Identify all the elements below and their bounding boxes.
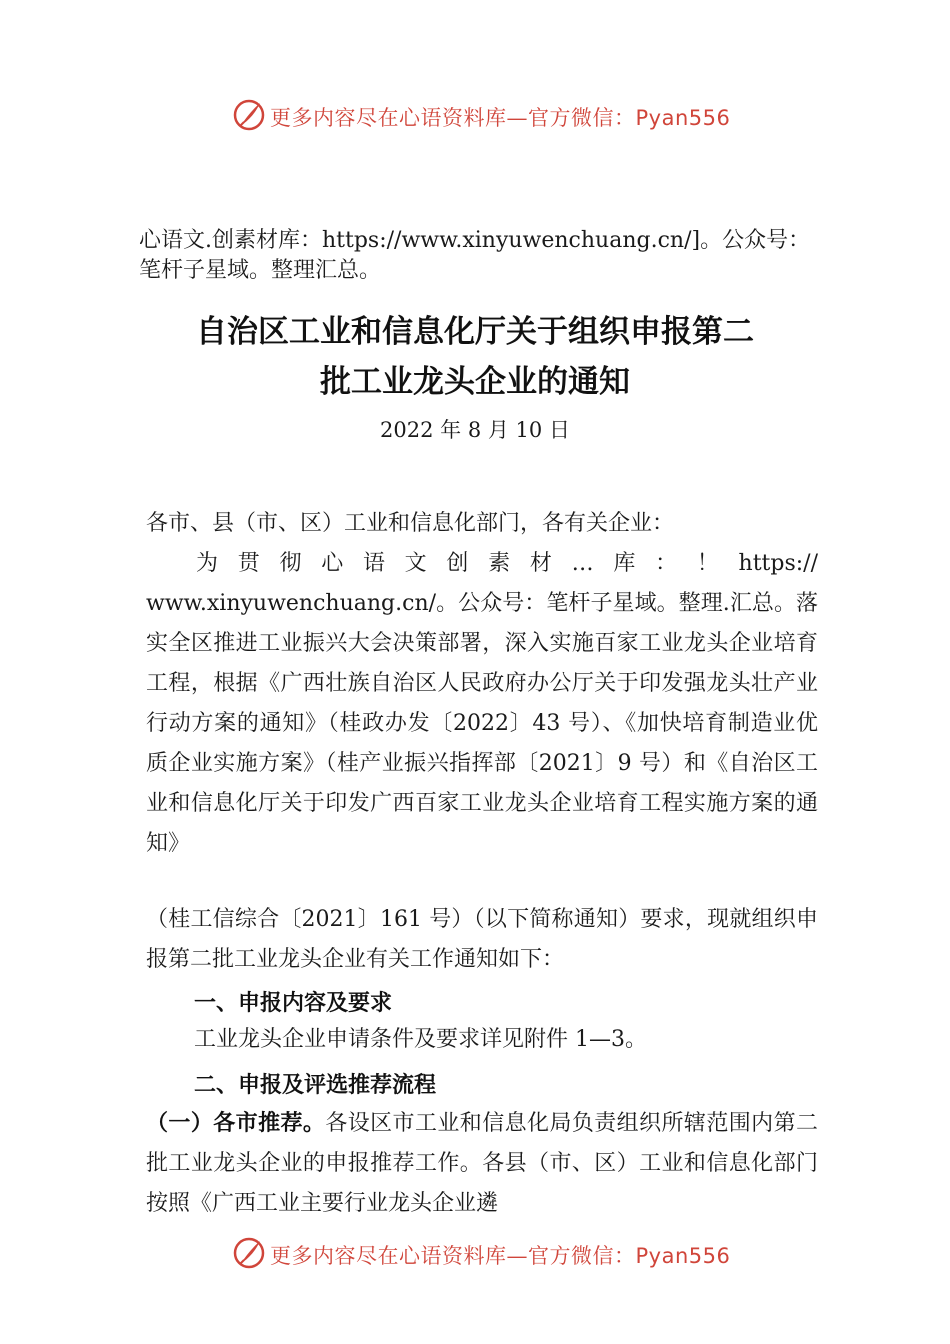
body-first-line-word: 素 — [488, 551, 511, 576]
source-note: 心语文.创素材库：https://www.xinyuwenchuang.cn/]。公众号：笔杆子星域。整理汇总。 — [139, 228, 811, 283]
section-2-paragraph — [146, 1104, 818, 1224]
banner-separator: — — [506, 106, 528, 130]
body-continued-paragraph: （桂工信综合〔2021〕161 号）（以下简称通知）要求，现就组织申报第二批工业龙头企业有关工作通知如下： — [146, 907, 818, 972]
body-main-text: www.xinyuwenchuang.cn/。公众号：笔杆子星域。整理.汇总。落实全区推进工业振兴大会决策部署，深入实施百家工业龙头企业培育工程，根据《广西壮族自治区人民政府办公厅关于印发强龙头壮产业行动方案的通知》（桂政办发〔2022〕43 号）、《加快培育制造业优质企业实施方案》（桂产业振兴指挥部〔2021〕9 号）和《自治区工业和信息化厅关于印发广西百家工业龙头企业培育工程实施方案的通知》 — [146, 591, 818, 856]
section-1-heading: 一、申报内容及要求 — [194, 991, 393, 1016]
body-first-line-word: 彻 — [279, 551, 302, 576]
body-first-line-word: ： — [655, 551, 678, 576]
banner-text — [270, 102, 730, 132]
body-first-line-word: 语 — [362, 551, 385, 576]
body-first-line-word: 库 — [613, 551, 636, 576]
banner-library-text: 更多内容尽在心语资料库 — [270, 106, 507, 130]
banner-wechat-code: Pyan556 — [635, 106, 731, 130]
body-first-line-word: https:// — [738, 551, 818, 576]
body-first-line-word: 文 — [404, 551, 427, 576]
addressee-line: 各市、县（市、区）工业和信息化部门，各有关企业： — [146, 511, 675, 536]
body-first-line — [146, 544, 818, 584]
section-2-lead: （一）各市推荐。 — [146, 1111, 326, 1136]
banner-library-text: 更多内容尽在心语资料库 — [270, 1244, 507, 1268]
banner-wechat-label: 官方微信： — [528, 1244, 636, 1268]
footer-banner — [0, 1234, 950, 1274]
quill-pen-logo-icon — [232, 98, 266, 132]
body-first-line-word: 心 — [321, 551, 344, 576]
body-first-line-word: 为 — [196, 551, 219, 576]
banner-wechat-label: 官方微信： — [528, 106, 636, 130]
body-first-line-word: 贯 — [237, 551, 260, 576]
body-paragraph — [146, 544, 818, 864]
document-date: 2022 年 8 月 10 日 — [380, 418, 570, 442]
body-first-line-word: 创 — [446, 551, 469, 576]
document-title-line-2: 批工业龙头企业的通知 — [320, 364, 630, 400]
section-2-heading: 二、申报及评选推荐流程 — [194, 1073, 437, 1098]
section-2-text: 各设区市工业和信息化局负责组织所辖范围内第二批工业龙头企业的申报推荐工作。各县（市、区）工业和信息化部门按照《广西工业主要行业龙头企业遴 — [146, 1111, 818, 1216]
banner-text — [270, 1240, 730, 1270]
banner-separator: — — [506, 1244, 528, 1268]
body-first-line-word: … — [571, 551, 594, 576]
section-1-text: 工业龙头企业申请条件及要求详见附件 1—3。 — [194, 1027, 647, 1052]
body-first-line-word: 材 — [529, 551, 552, 576]
quill-pen-logo-icon — [232, 1236, 266, 1270]
body-first-line-word: ！ — [696, 551, 719, 576]
header-banner — [0, 96, 950, 136]
document-title-line-1: 自治区工业和信息化厅关于组织申报第二 — [196, 314, 754, 350]
banner-wechat-code: Pyan556 — [635, 1244, 731, 1268]
